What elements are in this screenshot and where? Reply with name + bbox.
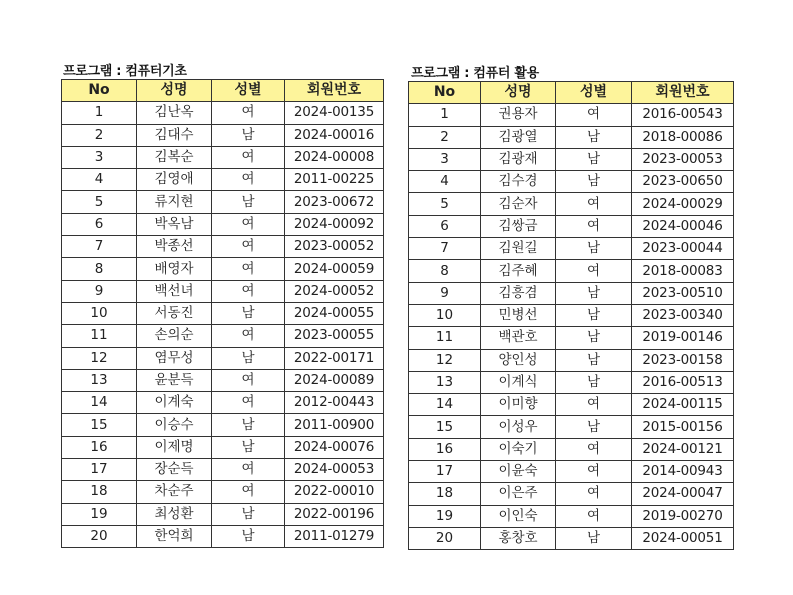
member-gender: 남 (556, 327, 632, 349)
row-number: 10 (62, 302, 137, 324)
row-number: 8 (62, 258, 137, 280)
row-number: 8 (409, 260, 481, 282)
table-row (409, 371, 734, 393)
member-name: 김흥겸 (481, 282, 556, 304)
member-id: 2011-01279 (285, 525, 384, 547)
table-row (409, 461, 734, 483)
gender-header: 성별 (212, 80, 285, 102)
member-name: 장순득 (137, 459, 212, 481)
member-gender: 남 (556, 282, 632, 304)
member-gender: 여 (212, 258, 285, 280)
member-gender: 여 (212, 325, 285, 347)
member-gender: 여 (556, 461, 632, 483)
member-name: 김복순 (137, 146, 212, 168)
row-number: 4 (62, 169, 137, 191)
row-number: 5 (409, 193, 481, 215)
name-header: 성명 (481, 82, 556, 104)
no-header: No (62, 80, 137, 102)
table-row (62, 280, 384, 302)
member-id-header: 회원번호 (285, 80, 384, 102)
table-row (62, 325, 384, 347)
table-row (62, 503, 384, 525)
member-gender: 여 (212, 280, 285, 302)
row-number: 14 (409, 394, 481, 416)
member-name: 이계식 (481, 371, 556, 393)
table-row (62, 414, 384, 436)
member-id: 2024-00089 (285, 369, 384, 391)
member-gender: 여 (556, 193, 632, 215)
row-number: 11 (62, 325, 137, 347)
member-id: 2023-00340 (632, 304, 734, 326)
table-row (62, 169, 384, 191)
member-name: 양인성 (481, 349, 556, 371)
row-number: 12 (62, 347, 137, 369)
member-gender: 여 (212, 392, 285, 414)
table-row (409, 438, 734, 460)
member-gender: 남 (556, 238, 632, 260)
table-row (409, 148, 734, 170)
member-table-computer-basics (61, 79, 384, 548)
member-id: 2022-00196 (285, 503, 384, 525)
member-gender: 여 (212, 369, 285, 391)
member-gender: 남 (556, 416, 632, 438)
member-gender: 남 (212, 414, 285, 436)
row-number: 16 (62, 436, 137, 458)
row-number: 18 (62, 481, 137, 503)
row-number: 12 (409, 349, 481, 371)
header-row (409, 82, 734, 104)
member-gender: 여 (212, 236, 285, 258)
member-id: 2019-00146 (632, 327, 734, 349)
member-gender: 남 (212, 347, 285, 369)
member-id: 2015-00156 (632, 416, 734, 438)
member-id: 2014-00943 (632, 461, 734, 483)
member-id: 2024-00052 (285, 280, 384, 302)
member-id: 2024-00016 (285, 124, 384, 146)
member-gender: 여 (212, 481, 285, 503)
member-name: 민병선 (481, 304, 556, 326)
row-number: 7 (409, 238, 481, 260)
member-name: 배영자 (137, 258, 212, 280)
member-gender: 여 (556, 215, 632, 237)
member-gender: 남 (212, 436, 285, 458)
member-name: 류지현 (137, 191, 212, 213)
member-name: 박옥남 (137, 213, 212, 235)
table-row (409, 282, 734, 304)
member-gender: 여 (556, 483, 632, 505)
table-row (62, 436, 384, 458)
member-name: 염무성 (137, 347, 212, 369)
member-name: 김순자 (481, 193, 556, 215)
member-gender: 여 (556, 394, 632, 416)
table-row (409, 171, 734, 193)
member-name: 홍창호 (481, 527, 556, 549)
table-row (409, 260, 734, 282)
member-id: 2024-00059 (285, 258, 384, 280)
member-name: 박종선 (137, 236, 212, 258)
row-number: 16 (409, 438, 481, 460)
row-number: 2 (409, 126, 481, 148)
member-id: 2023-00650 (632, 171, 734, 193)
member-id: 2023-00052 (285, 236, 384, 258)
table-row (409, 327, 734, 349)
table-row (62, 124, 384, 146)
member-id: 2018-00086 (632, 126, 734, 148)
member-gender: 남 (556, 371, 632, 393)
member-gender: 남 (212, 124, 285, 146)
member-gender: 남 (212, 191, 285, 213)
row-number: 10 (409, 304, 481, 326)
table-row (62, 236, 384, 258)
member-gender: 남 (556, 171, 632, 193)
member-gender: 남 (556, 349, 632, 371)
member-name: 이제명 (137, 436, 212, 458)
table-row (409, 304, 734, 326)
row-number: 13 (62, 369, 137, 391)
member-id: 2016-00543 (632, 104, 734, 126)
row-number: 9 (62, 280, 137, 302)
member-id: 2019-00270 (632, 505, 734, 527)
table-row (409, 505, 734, 527)
member-id: 2018-00083 (632, 260, 734, 282)
member-gender: 여 (212, 459, 285, 481)
member-name: 차순주 (137, 481, 212, 503)
member-gender: 여 (212, 146, 285, 168)
member-gender: 여 (556, 505, 632, 527)
member-id-header: 회원번호 (632, 82, 734, 104)
row-number: 1 (62, 102, 137, 124)
table-row (409, 193, 734, 215)
row-number: 5 (62, 191, 137, 213)
member-name: 이은주 (481, 483, 556, 505)
member-id: 2024-00047 (632, 483, 734, 505)
member-id: 2023-00510 (632, 282, 734, 304)
row-number: 20 (62, 525, 137, 547)
member-id: 2024-00053 (285, 459, 384, 481)
row-number: 4 (409, 171, 481, 193)
member-name: 김광열 (481, 126, 556, 148)
row-number: 15 (62, 414, 137, 436)
table-row (409, 349, 734, 371)
member-id: 2016-00513 (632, 371, 734, 393)
table-row (62, 525, 384, 547)
row-number: 19 (62, 503, 137, 525)
row-number: 15 (409, 416, 481, 438)
member-name: 김주혜 (481, 260, 556, 282)
member-name: 이승수 (137, 414, 212, 436)
member-gender: 여 (212, 169, 285, 191)
table-row (62, 392, 384, 414)
table-row (409, 238, 734, 260)
member-name: 이미향 (481, 394, 556, 416)
row-number: 14 (62, 392, 137, 414)
member-id: 2024-00092 (285, 213, 384, 235)
member-gender: 여 (212, 213, 285, 235)
member-name: 이인숙 (481, 505, 556, 527)
member-name: 권용자 (481, 104, 556, 126)
row-number: 1 (409, 104, 481, 126)
member-id: 2024-00051 (632, 527, 734, 549)
member-gender: 남 (556, 148, 632, 170)
no-header: No (409, 82, 481, 104)
member-name: 김수경 (481, 171, 556, 193)
table-row (409, 104, 734, 126)
member-id: 2022-00010 (285, 481, 384, 503)
gender-header: 성별 (556, 82, 632, 104)
row-number: 9 (409, 282, 481, 304)
table-row (409, 483, 734, 505)
member-gender: 남 (556, 527, 632, 549)
member-name: 이계숙 (137, 392, 212, 414)
member-id: 2011-00900 (285, 414, 384, 436)
table-row (409, 215, 734, 237)
row-number: 18 (409, 483, 481, 505)
row-number: 3 (409, 148, 481, 170)
table-title-computer-basics: 프로그램 : 컴퓨터기초 (63, 64, 187, 79)
member-gender: 남 (212, 525, 285, 547)
member-name: 김쌍금 (481, 215, 556, 237)
member-name: 손의순 (137, 325, 212, 347)
member-id: 2024-00115 (632, 394, 734, 416)
member-id: 2012-00443 (285, 392, 384, 414)
table-row (62, 191, 384, 213)
member-gender: 남 (212, 503, 285, 525)
table-row (62, 459, 384, 481)
member-gender: 여 (212, 102, 285, 124)
member-name: 이숙기 (481, 438, 556, 460)
member-gender: 남 (556, 304, 632, 326)
member-name: 이성우 (481, 416, 556, 438)
table-row (62, 146, 384, 168)
table-row (62, 347, 384, 369)
member-name: 최성환 (137, 503, 212, 525)
member-name: 이윤숙 (481, 461, 556, 483)
table-row (62, 258, 384, 280)
member-id: 2022-00171 (285, 347, 384, 369)
table-row (62, 369, 384, 391)
table-row (409, 394, 734, 416)
row-number: 3 (62, 146, 137, 168)
member-id: 2024-00046 (632, 215, 734, 237)
header-row (62, 80, 384, 102)
row-number: 6 (62, 213, 137, 235)
member-name: 윤분득 (137, 369, 212, 391)
member-id: 2023-00055 (285, 325, 384, 347)
member-name: 김광재 (481, 148, 556, 170)
table-row (62, 213, 384, 235)
member-id: 2023-00158 (632, 349, 734, 371)
row-number: 20 (409, 527, 481, 549)
member-id: 2011-00225 (285, 169, 384, 191)
member-gender: 남 (556, 126, 632, 148)
member-id: 2024-00135 (285, 102, 384, 124)
member-id: 2023-00053 (632, 148, 734, 170)
name-header: 성명 (137, 80, 212, 102)
row-number: 11 (409, 327, 481, 349)
member-gender: 남 (212, 302, 285, 324)
row-number: 7 (62, 236, 137, 258)
table-row (62, 481, 384, 503)
member-name: 김대수 (137, 124, 212, 146)
table-row (62, 302, 384, 324)
member-gender: 여 (556, 104, 632, 126)
row-number: 17 (62, 459, 137, 481)
row-number: 13 (409, 371, 481, 393)
table-row (409, 416, 734, 438)
table-row (409, 126, 734, 148)
member-name: 한억희 (137, 525, 212, 547)
member-id: 2024-00029 (632, 193, 734, 215)
row-number: 17 (409, 461, 481, 483)
member-table-computer-usage (408, 81, 734, 550)
member-id: 2023-00672 (285, 191, 384, 213)
member-name: 김영애 (137, 169, 212, 191)
member-id: 2023-00044 (632, 238, 734, 260)
table-row (409, 527, 734, 549)
row-number: 6 (409, 215, 481, 237)
member-name: 김원길 (481, 238, 556, 260)
member-name: 김난옥 (137, 102, 212, 124)
member-gender: 여 (556, 260, 632, 282)
member-id: 2024-00076 (285, 436, 384, 458)
row-number: 19 (409, 505, 481, 527)
member-id: 2024-00055 (285, 302, 384, 324)
table-row (62, 102, 384, 124)
row-number: 2 (62, 124, 137, 146)
member-id: 2024-00121 (632, 438, 734, 460)
member-id: 2024-00008 (285, 146, 384, 168)
member-name: 서동진 (137, 302, 212, 324)
member-name: 백관호 (481, 327, 556, 349)
table-title-computer-usage: 프로그램 : 컴퓨터 활용 (411, 66, 539, 81)
member-gender: 여 (556, 438, 632, 460)
member-name: 백선녀 (137, 280, 212, 302)
